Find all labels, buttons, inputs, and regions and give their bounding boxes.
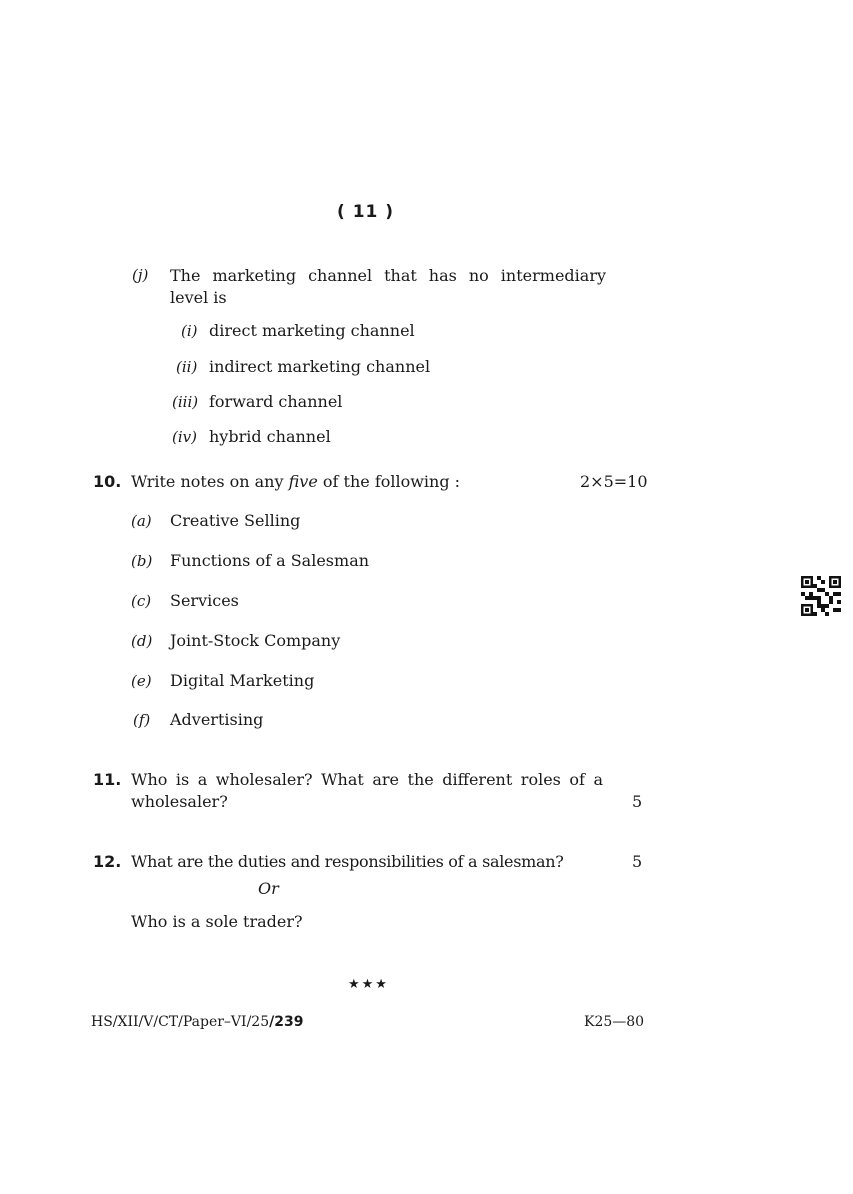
item-text: Digital Marketing: [170, 671, 315, 690]
option-label: (iii): [172, 393, 199, 411]
item-label: (b): [131, 552, 153, 570]
question-12-number: 12.: [93, 852, 122, 871]
item-text: Functions of a Salesman: [170, 551, 370, 570]
footer-paper-code: HS/XII/V/CT/Paper–VI/25/239: [91, 1014, 304, 1030]
question-12-marks: 5: [632, 852, 643, 871]
question-j-label: (j): [132, 266, 149, 284]
item-text: Services: [170, 591, 239, 610]
question-12-alt-text: Who is a sole trader?: [131, 912, 303, 931]
option-label: (iv): [172, 428, 197, 446]
item-text: Creative Selling: [170, 511, 301, 530]
option-text: indirect marketing channel: [209, 357, 431, 376]
question-11-line1: Who is a wholesaler? What are the different roles of a: [131, 770, 603, 789]
question-10-text: Write notes on any five of the following :: [131, 472, 461, 491]
question-10-marks: 2×5=10: [580, 472, 648, 491]
option-text: hybrid channel: [209, 427, 331, 446]
option-label: (ii): [176, 358, 198, 376]
question-11-number: 11.: [93, 770, 122, 789]
item-text: Advertising: [170, 710, 264, 729]
option-text: forward channel: [209, 392, 343, 411]
question-10-number: 10.: [93, 472, 122, 491]
item-label: (e): [131, 672, 152, 690]
item-label: (c): [131, 592, 152, 610]
item-text: Joint-Stock Company: [170, 631, 341, 650]
option-text: direct marketing channel: [209, 321, 415, 340]
footer-right-code: K25—80: [584, 1014, 645, 1030]
question-11-marks: 5: [632, 792, 643, 811]
or-separator: Or: [258, 879, 279, 898]
question-j-text: The marketing channel that has no intermediary level is: [170, 266, 606, 307]
item-label: (a): [131, 512, 152, 530]
qr-code-icon: [801, 576, 841, 616]
option-label: (i): [181, 322, 198, 340]
page-number: ( 11 ): [337, 202, 395, 222]
question-12-text: What are the duties and responsibilities of a salesman?: [131, 852, 564, 871]
question-11-line2: wholesaler?: [131, 792, 228, 811]
item-label: (d): [131, 632, 153, 650]
item-label: (f): [133, 711, 151, 729]
end-marker: ★★★: [348, 977, 389, 992]
